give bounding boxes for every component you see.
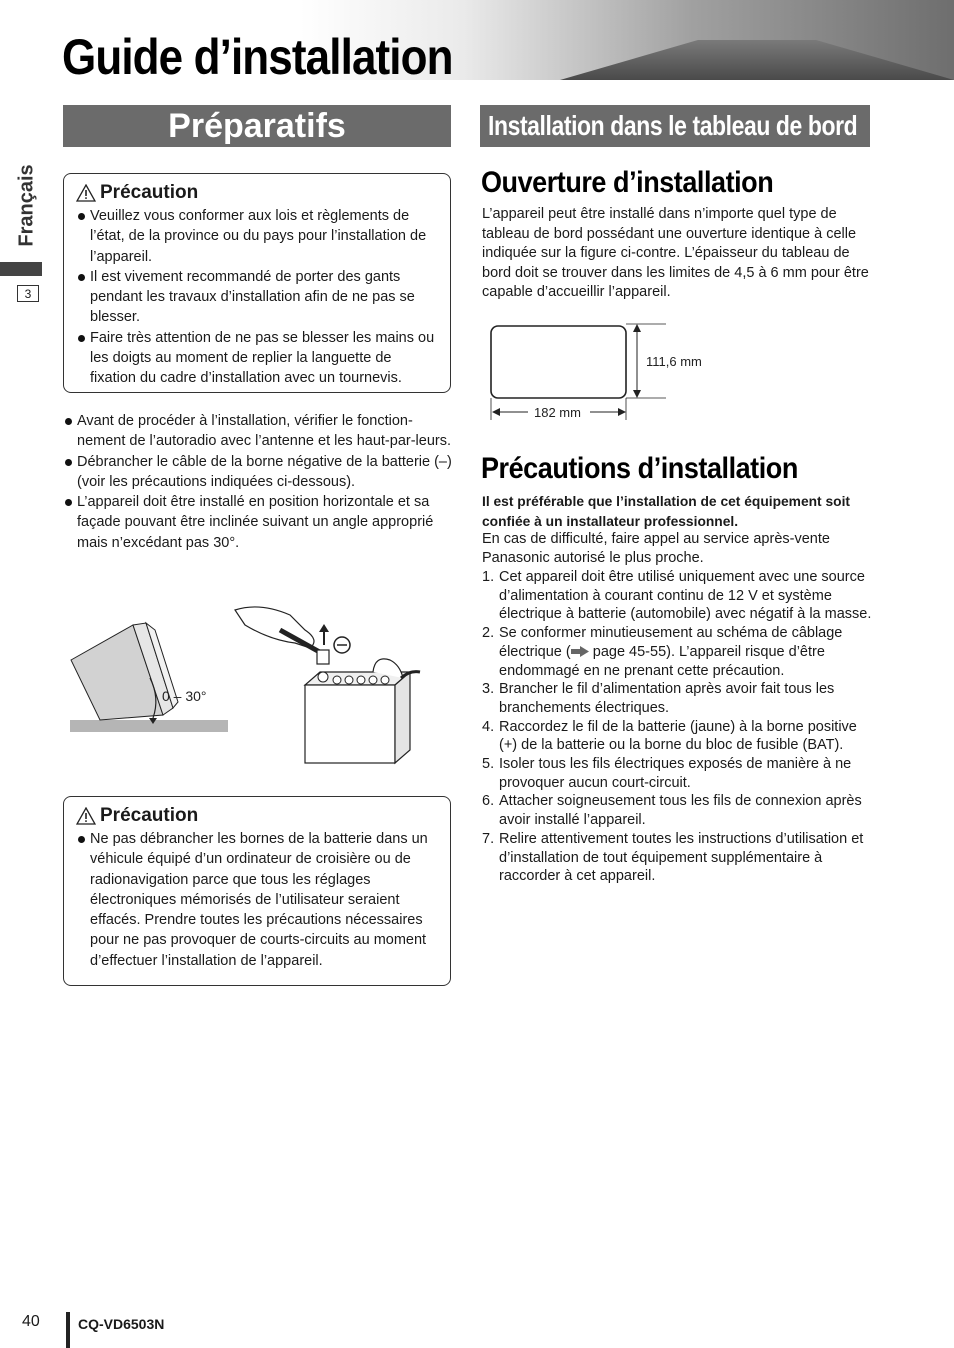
caution-box-2: [63, 796, 451, 986]
width-label: 182 mm: [534, 405, 581, 420]
list-item: Débrancher le câble de la borne négative de la batterie (–) (voir les précautions indiquées ci-dessous).: [63, 452, 453, 493]
caution-list-2: [76, 829, 438, 971]
item-text: [499, 624, 874, 680]
section-number: 3: [17, 285, 39, 302]
arrow-right-icon: [571, 646, 589, 657]
item-text: Raccordez le fil de la batterie (jaune) à la borne positive (+) de la batterie ou la borne du bloc de fusible (BAT).: [499, 718, 857, 754]
list-item: [482, 568, 874, 624]
language-label: Français: [15, 163, 38, 247]
height-label: 111,6 mm: [646, 354, 702, 369]
list-item: [482, 830, 874, 886]
item-number: 1.: [482, 569, 495, 585]
footer-divider: [66, 1312, 70, 1348]
caution-box-1: [63, 173, 451, 393]
heading-precautions: Précautions d’installation: [481, 452, 798, 485]
list-item: [482, 718, 874, 755]
warning-icon: [76, 807, 96, 825]
item-text: Cet appareil doit être utilisé uniquement avec une source d’alimentation à courant continu de 12 V et système électrique à batterie (automobile) avec négatif à la masse.: [499, 569, 872, 623]
item-text: Isoler tous les fils électriques exposés de manière à ne provoquer aucun court-circuit.: [499, 756, 852, 791]
angle-label: 0 – 30°: [162, 688, 207, 704]
precautions-text: En cas de difficulté, faire appel au service après-vente Panasonic autorisé le plus proche.: [482, 531, 830, 566]
item-number: 6.: [482, 793, 495, 810]
caution-title-1: [76, 182, 438, 204]
item-text: Attacher soigneusement tous les fils de connexion après avoir installé l’appareil.: [499, 793, 862, 829]
caution-title-2: [76, 805, 438, 827]
page-number: 40: [22, 1313, 40, 1330]
list-item: Veuillez vous conformer aux lois et règlements de l’état, de la province ou du pays pour l’installation de l’appareil.: [76, 206, 438, 267]
caution-title-1-label: Précaution: [100, 182, 199, 203]
precautions-bold-text: Il est préférable que l’installation de cet équipement soit confiée à un installateur professionnel.: [482, 494, 851, 529]
opening-dimension-diagram: [482, 318, 722, 428]
list-item: Ne pas débrancher les bornes de la batterie dans un véhicule équipé d’un ordinateur de croisière ou de radionavigation parce que tous les réglages électroniques mémorisés de l’utilisateur seraient effacés. Prendre toutes les précautions nécessaires pour ne pas provoquer de courts-circuits au moment d’effectuer l’installation de l’appareil.: [76, 829, 438, 971]
language-tab: [12, 150, 42, 260]
installation-precautions-list: [482, 568, 874, 886]
item-number: 3.: [482, 681, 495, 698]
list-item: [482, 792, 874, 829]
item-number: 5.: [482, 756, 495, 773]
page-title: Guide d’installation: [62, 29, 453, 85]
item-text: Relire attentivement toutes les instructions d’utilisation et d’installation de tout équipement supplémentaire à raccorder à cet appareil.: [499, 830, 864, 885]
opening-text: L’appareil peut être installé dans n’importe quel type de tableau de bord possédant une ouverture identique à celle indiquée sur la figure ci-contre. L’épaisseur du tableau de bord doit se trouver dans les limites de 4,5 à 6 mm pour être capable d’accueillir l’appareil.: [482, 206, 869, 301]
list-item: Faire très attention de ne pas se blesser les mains ou les doigts au moment de replier la languette de fixation du cadre d’installation avec un tournevis.: [76, 328, 438, 389]
item-text: Brancher le fil d’alimentation après avoir fait tous les branchements électriques.: [499, 681, 835, 716]
section-banner-preparatifs: Préparatifs: [63, 105, 451, 147]
list-item: [482, 755, 874, 792]
model-number: CQ-VD6503N: [78, 1316, 165, 1332]
list-item: Avant de procéder à l’installation, vérifier le fonction-nement de l’autoradio avec l’antenne et les haut-par-leurs.: [63, 411, 453, 452]
list-item: L’appareil doit être installé en position horizontale et sa façade pouvant être inclinée suivant un angle approprié mais n’excédant pas 30°.: [63, 492, 453, 553]
list-item: [482, 680, 874, 717]
item-text-before: Se conformer minutieusement au schéma de câblage électrique (: [499, 625, 843, 660]
heading-opening: Ouverture d’installation: [481, 166, 774, 199]
item-number: 2.: [482, 625, 495, 642]
section-banner-installation: [480, 105, 870, 147]
caution-title-2-label: Précaution: [100, 805, 199, 826]
preparation-steps: [63, 411, 453, 553]
language-tab-bar: [0, 262, 42, 276]
list-item: Il est vivement recommandé de porter des gants pendant les travaux d’installation afin de ne pas se blesser.: [76, 267, 438, 328]
section-banner-installation-label: Installation dans le tableau de bord: [488, 110, 858, 141]
tilt-angle-illustration: [63, 620, 238, 740]
list-item: [482, 624, 874, 680]
item-number: 4.: [482, 718, 495, 735]
caution-list-1: [76, 206, 438, 389]
item-number: 7.: [482, 830, 495, 847]
warning-icon: [76, 184, 96, 202]
item-text-after: page 45-55). L’appareil risque d’être endommagé en ne prenant cette précaution.: [499, 643, 825, 679]
battery-illustration: [225, 600, 425, 770]
